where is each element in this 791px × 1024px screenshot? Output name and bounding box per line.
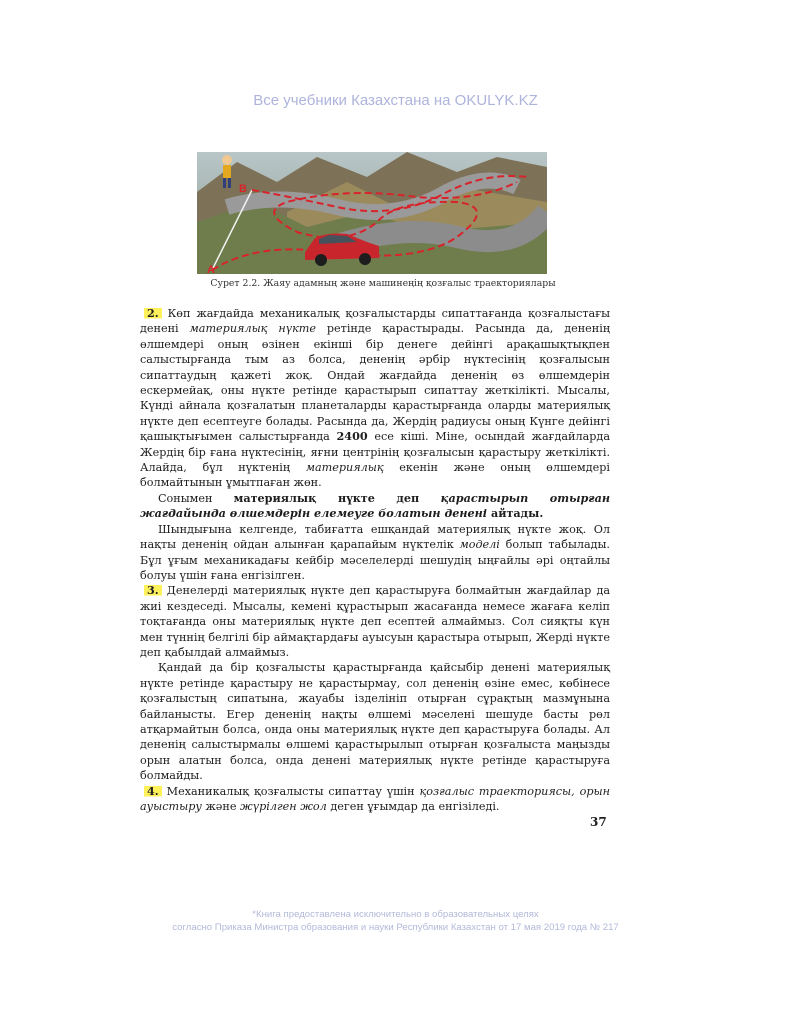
paragraph-any-motion — [140, 660, 610, 783]
paragraph-number: 2. — [144, 306, 162, 320]
page-number: 37 — [590, 815, 607, 829]
text-run: Қандай да бір қозғалысты қарастырғанда қайсыбір денені материялық нүкте ретінде қарастыру не қарастырмау, сол дененің өзіне емес, көбінесе қозғалыстың сипатына, жауабы ізделініп отырған сұрақтың мазмұнына байланысты. Егер дененің нақты өлшемі мәселені шешуде басты рөл атқармайтын болса, онда оны материялық нүкте деп қарастыруға болады. Ал дененің салыстырмалы өлшемі қарастырылып отырған қозғалыста маңызды орын алатын болса, онда денені материялық нүкте ретінде қарастыруға болмайды. — [140, 661, 610, 783]
text-run: Көп жағдайда механикалық қозғалыстарды сипаттағанда қозғалыстағы денені — [140, 307, 610, 336]
term-material-point: материялық нүкте — [189, 322, 316, 336]
point-a-label: A — [207, 264, 215, 274]
footer-line-2: согласно Приказа Министра образования и науки Республики Казахстан от 17 мая 2019 года № 217 — [172, 922, 619, 933]
watermark: Все учебники Казахстана на OKULYK.KZ — [253, 92, 538, 109]
footer-line-1: *Книга предоставлена исключительно в образовательных целях — [252, 909, 539, 920]
text-run: Сонымен — [158, 491, 234, 505]
text-run: екенін және оның өлшемдері болмайтынын ұмытпаған жөн. — [140, 461, 610, 490]
trajectory-illustration — [197, 152, 547, 274]
text-run: есе кіші. Міне, осындай жағдайларда Жердің бір ғана нүктесінің, яғни центрінің қозғалысын қарастыру жеткілікті. Алайда, бұл нүктенің — [140, 430, 610, 475]
definition-bold-italic: қарастырып отырған жағдайында өлшемдерін елемеуге болатын денені — [140, 490, 610, 521]
paragraph-number: 4. — [144, 784, 162, 798]
footer-notice — [0, 908, 791, 934]
body-text — [140, 306, 610, 814]
text-run: деген ұғымдар да енгізіледі. — [326, 800, 500, 813]
term-trajectory: қозғалыс траекториясы, орын ауыстыру — [140, 784, 610, 813]
text-run: Шындығына келгенде, табиғатта ешқандай материялық нүкте жоқ. Ол нақты дененің ойдан алынған қарапайым нүктелік — [140, 522, 610, 552]
text-run: ретінде қарастырады. Расында да, дененің өлшемдері оның өзінен екінші бір денеге дейінгі арақашықтықпен салыстырғанда тым аз болса, дененің әрбір нүктесінің қозғалысын сипаттаудың қажеті жоқ. Ондай жағдайда дененің өз өлшемдерін ескермейақ, оны нүкте ретінде қарастырып сипаттау жеткілікті. Мысалы, Күнді айнала қозғалатын планеталарды қарастырғанда оларды материялық нүкте деп есептеуге болады. Расында да, Жердің радиусы оның Күнге дейінгі қашықтығымен салыстырғанда — [140, 322, 611, 444]
term-model: моделі — [459, 538, 500, 552]
term-material: материялық — [305, 461, 384, 475]
paragraph-2 — [140, 306, 610, 491]
point-b-label: B — [239, 183, 247, 195]
paragraph-3 — [140, 583, 610, 660]
text-run: Денелерді материялық нүкте деп қарастыруға болмайтын жағдайлар да жиі кездеседі. Мысалы, кемені құрастырып жасағанда немесе жағаға келіп тоқтағанда оны материялық нүкте деп есептей алмаймыз. Сол сияқты күн мен түннің белгілі бір аймақтардағы ауысуын қарастыра отырып, Жерді нүкте деп қабылдай алмаймыз. — [140, 584, 610, 659]
definition-bold: материялық нүкте деп — [233, 490, 441, 505]
definition-paragraph — [140, 491, 610, 522]
term-path: жүрілген жол — [240, 800, 327, 813]
definition-bold: айтады. — [487, 506, 544, 521]
paragraph-number: 3. — [144, 583, 162, 597]
paragraph-4 — [140, 784, 610, 815]
text-run: және — [201, 800, 241, 813]
text-run: болып табылады. Бұл ұғым механикадағы кейбір мәселелерді шешудің ыңғайлы әрі оңтайлы болуы үшін ғана енгізілген. — [140, 538, 610, 582]
paragraph-reality — [140, 522, 610, 584]
figure-caption: Сурет 2.2. Жаяу адамның және машинеңің қозғалыс траекториялары — [210, 278, 556, 289]
text-run: Механикалық қозғалысты сипаттау үшін — [166, 784, 420, 798]
number-2400: 2400 — [336, 429, 368, 444]
